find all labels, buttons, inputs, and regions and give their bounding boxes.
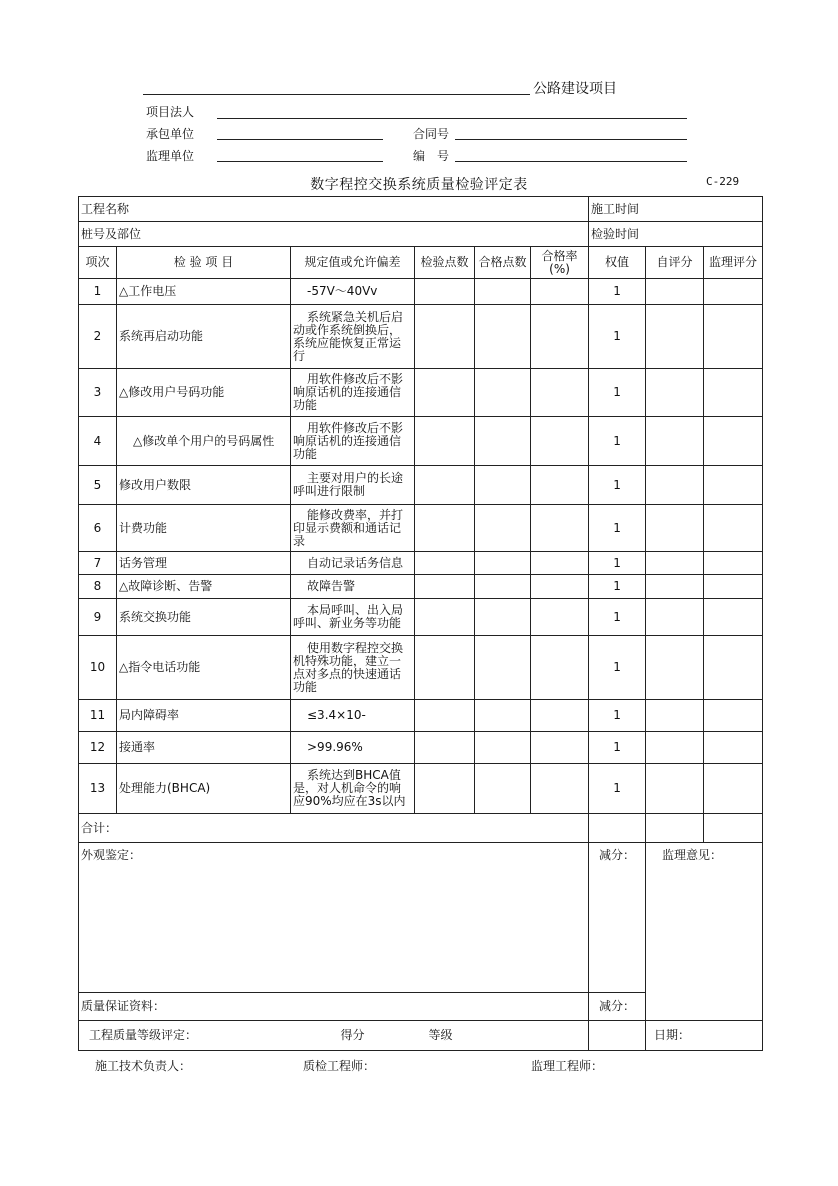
col-sup-score: 监理评分 xyxy=(704,247,763,279)
station-label[interactable]: 桩号及部位 xyxy=(79,222,589,247)
supervisor-field[interactable] xyxy=(217,161,383,162)
self-score-cell[interactable] xyxy=(646,599,704,636)
row-spec: 故障告警 xyxy=(291,575,415,599)
pass-points-cell[interactable] xyxy=(475,466,531,505)
grade-label[interactable]: 等级 xyxy=(415,1021,589,1051)
pass-points-cell[interactable] xyxy=(475,369,531,417)
table-row xyxy=(79,466,763,505)
row-item: △修改用户号码功能 xyxy=(117,369,291,417)
row-item: 系统再启动功能 xyxy=(117,305,291,369)
project-suffix: 公路建设项目 xyxy=(533,81,617,97)
table-row xyxy=(79,305,763,369)
self-score-cell[interactable] xyxy=(646,505,704,552)
row-no: 8 xyxy=(79,575,117,599)
self-score-cell[interactable] xyxy=(646,369,704,417)
pass-points-cell[interactable] xyxy=(475,552,531,575)
total-self-score-cell[interactable] xyxy=(646,814,704,843)
row-item: 修改用户数限 xyxy=(117,466,291,505)
row-weight: 1 xyxy=(589,369,646,417)
contract-no-field[interactable] xyxy=(455,139,687,140)
row-weight: 1 xyxy=(589,279,646,305)
row-no: 4 xyxy=(79,417,117,466)
pass-rate-cell[interactable] xyxy=(531,279,589,305)
sup-score-cell[interactable] xyxy=(704,466,763,505)
col-pass-points: 合格点数 xyxy=(475,247,531,279)
self-score-cell[interactable] xyxy=(646,552,704,575)
row-weight: 1 xyxy=(589,575,646,599)
pass-rate-cell[interactable] xyxy=(531,636,589,700)
row-item: △指令电话功能 xyxy=(117,636,291,700)
table-row xyxy=(79,279,763,305)
row-spec: 用软件修改后不影响原话机的连接通信功能 xyxy=(291,369,415,417)
qa-deduction-label[interactable]: 减分： xyxy=(589,993,646,1021)
pass-rate-cell[interactable] xyxy=(531,575,589,599)
row-item: 计费功能 xyxy=(117,505,291,552)
row-weight: 1 xyxy=(589,305,646,369)
pass-rate-cell[interactable] xyxy=(531,732,589,764)
row-weight: 1 xyxy=(589,732,646,764)
self-score-cell[interactable] xyxy=(646,732,704,764)
row-spec: 系统紧急关机后启动或作系统倒换后，系统应能恢复正常运行 xyxy=(291,305,415,369)
contractor-label: 承包单位 xyxy=(146,127,195,141)
sup-score-cell[interactable] xyxy=(704,700,763,732)
row-spec: 自动记录话务信息 xyxy=(291,552,415,575)
score-label[interactable]: 得分 xyxy=(291,1021,415,1051)
pass-points-cell[interactable] xyxy=(475,700,531,732)
construction-lead-signature[interactable]: 施工技术负责人： xyxy=(95,1059,192,1073)
points-cell[interactable] xyxy=(415,552,475,575)
sup-score-cell[interactable] xyxy=(704,279,763,305)
table-row xyxy=(79,732,763,764)
col-pass-rate: 合格率(%) xyxy=(531,247,589,279)
pass-rate-cell[interactable] xyxy=(531,369,589,417)
row-spec: 主要对用户的长途呼叫进行限制 xyxy=(291,466,415,505)
form-title: 数字程控交换系统质量检验评定表 xyxy=(310,177,528,193)
row-no: 7 xyxy=(79,552,117,575)
pass-points-cell[interactable] xyxy=(475,305,531,369)
sup-score-cell[interactable] xyxy=(704,636,763,700)
date-label[interactable]: 日期： xyxy=(646,1021,763,1051)
points-cell[interactable] xyxy=(415,279,475,305)
points-cell[interactable] xyxy=(415,466,475,505)
row-weight: 1 xyxy=(589,552,646,575)
pass-rate-cell[interactable] xyxy=(531,505,589,552)
row-no: 9 xyxy=(79,599,117,636)
grade-row xyxy=(79,1021,763,1051)
project-name-line[interactable] xyxy=(143,94,530,95)
sup-score-cell[interactable] xyxy=(704,764,763,814)
self-score-cell[interactable] xyxy=(646,575,704,599)
col-index: 项次 xyxy=(79,247,117,279)
row-spec: -57V～40Vv xyxy=(291,279,415,305)
self-score-cell[interactable] xyxy=(646,636,704,700)
sup-score-cell[interactable] xyxy=(704,417,763,466)
table-row xyxy=(79,764,763,814)
pass-points-cell[interactable] xyxy=(475,417,531,466)
points-cell[interactable] xyxy=(415,636,475,700)
column-header-row xyxy=(79,247,763,279)
row-no: 12 xyxy=(79,732,117,764)
points-cell[interactable] xyxy=(415,764,475,814)
row-no: 3 xyxy=(79,369,117,417)
total-weight-cell[interactable] xyxy=(589,814,646,843)
sup-score-cell[interactable] xyxy=(704,732,763,764)
self-score-cell[interactable] xyxy=(646,764,704,814)
table-row xyxy=(79,417,763,466)
row-weight: 1 xyxy=(589,505,646,552)
col-item: 检 验 项 目 xyxy=(117,247,291,279)
form-code: C-229 xyxy=(706,175,740,188)
points-cell[interactable] xyxy=(415,369,475,417)
row-item: △故障诊断、告警 xyxy=(117,575,291,599)
row-no: 10 xyxy=(79,636,117,700)
pass-rate-cell[interactable] xyxy=(531,700,589,732)
points-cell[interactable] xyxy=(415,417,475,466)
pass-rate-cell[interactable] xyxy=(531,552,589,575)
qc-engineer-signature[interactable]: 质检工程师： xyxy=(303,1059,376,1073)
row-item: 话务管理 xyxy=(117,552,291,575)
pass-rate-cell[interactable] xyxy=(531,305,589,369)
row-spec: ≤3.4×10- xyxy=(291,700,415,732)
points-cell[interactable] xyxy=(415,599,475,636)
points-cell[interactable] xyxy=(415,575,475,599)
appearance-label[interactable]: 外观鉴定： xyxy=(79,843,589,993)
row-spec: >99.96% xyxy=(291,732,415,764)
row-no: 2 xyxy=(79,305,117,369)
total-sup-score-cell[interactable] xyxy=(704,814,763,843)
pass-points-cell[interactable] xyxy=(475,599,531,636)
row-spec: 系统达到BHCA值是，对人机命令的响应90%均应在3s以内 xyxy=(291,764,415,814)
total-label: 合计： xyxy=(79,814,589,843)
row-spec: 能修改费率，并打印显示费额和通话记录 xyxy=(291,505,415,552)
row-weight: 1 xyxy=(589,700,646,732)
row-item: △修改单个用户的号码属性 xyxy=(117,417,291,466)
meta-row-1 xyxy=(79,197,763,222)
qa-label[interactable]: 质量保证资料： xyxy=(79,993,589,1021)
row-item: 局内障碍率 xyxy=(117,700,291,732)
meta-row-2 xyxy=(79,222,763,247)
row-item: 接通率 xyxy=(117,732,291,764)
number-field[interactable] xyxy=(455,161,687,162)
grade-eval-label: 工程质量等级评定： xyxy=(79,1021,291,1051)
table-row xyxy=(79,369,763,417)
pass-rate-cell[interactable] xyxy=(531,764,589,814)
row-spec: 本局呼叫、出入局呼叫、新业务等功能 xyxy=(291,599,415,636)
sup-score-cell[interactable] xyxy=(704,552,763,575)
table-row xyxy=(79,505,763,552)
row-weight: 1 xyxy=(589,764,646,814)
owner-label: 项目法人 xyxy=(146,105,195,119)
points-cell[interactable] xyxy=(415,732,475,764)
table-row xyxy=(79,700,763,732)
project-name-label[interactable]: 工程名称 xyxy=(79,197,589,222)
construction-time-label[interactable]: 施工时间 xyxy=(589,197,763,222)
row-weight: 1 xyxy=(589,599,646,636)
col-spec: 规定值或允许偏差 xyxy=(291,247,415,279)
pass-points-cell[interactable] xyxy=(475,764,531,814)
row-weight: 1 xyxy=(589,636,646,700)
appearance-deduction-label[interactable]: 减分： xyxy=(589,843,646,993)
contractor-field[interactable] xyxy=(217,139,383,140)
supervisor-label: 监理单位 xyxy=(146,149,195,163)
pass-points-cell[interactable] xyxy=(475,505,531,552)
sup-score-cell[interactable] xyxy=(704,599,763,636)
col-weight: 权值 xyxy=(589,247,646,279)
inspection-time-label[interactable]: 检验时间 xyxy=(589,222,763,247)
owner-field[interactable] xyxy=(217,118,687,119)
row-spec: 用软件修改后不影响原话机的连接通信功能 xyxy=(291,417,415,466)
self-score-cell[interactable] xyxy=(646,700,704,732)
row-item: △工作电压 xyxy=(117,279,291,305)
table-row xyxy=(79,552,763,575)
row-spec: 使用数字程控交换机特殊功能，建立一点对多点的快速通话功能 xyxy=(291,636,415,700)
points-cell[interactable] xyxy=(415,700,475,732)
sup-score-cell[interactable] xyxy=(704,369,763,417)
sup-opinion-label[interactable]: 监理意见： xyxy=(646,843,763,1021)
pass-points-cell[interactable] xyxy=(475,575,531,599)
pass-rate-cell[interactable] xyxy=(531,599,589,636)
sup-score-cell[interactable] xyxy=(704,505,763,552)
sup-engineer-signature[interactable]: 监理工程师： xyxy=(531,1059,604,1073)
table-row xyxy=(79,575,763,599)
total-row xyxy=(79,814,763,843)
self-score-cell[interactable] xyxy=(646,417,704,466)
contract-no-label: 合同号 xyxy=(413,127,450,141)
table-row xyxy=(79,599,763,636)
sup-score-cell[interactable] xyxy=(704,305,763,369)
points-cell[interactable] xyxy=(415,305,475,369)
row-weight: 1 xyxy=(589,417,646,466)
table-row xyxy=(79,636,763,700)
self-score-cell[interactable] xyxy=(646,279,704,305)
row-item: 系统交换功能 xyxy=(117,599,291,636)
row-weight: 1 xyxy=(589,466,646,505)
sup-score-cell[interactable] xyxy=(704,575,763,599)
col-points: 检验点数 xyxy=(415,247,475,279)
appearance-row xyxy=(79,843,763,993)
row-no: 13 xyxy=(79,764,117,814)
points-cell[interactable] xyxy=(415,505,475,552)
pass-points-cell[interactable] xyxy=(475,279,531,305)
inspection-table xyxy=(78,196,763,1051)
self-score-cell[interactable] xyxy=(646,466,704,505)
pass-points-cell[interactable] xyxy=(475,732,531,764)
pass-rate-cell[interactable] xyxy=(531,417,589,466)
row-item: 处理能力(BHCA) xyxy=(117,764,291,814)
pass-rate-cell[interactable] xyxy=(531,466,589,505)
row-no: 6 xyxy=(79,505,117,552)
self-score-cell[interactable] xyxy=(646,305,704,369)
col-self-score: 自评分 xyxy=(646,247,704,279)
pass-points-cell[interactable] xyxy=(475,636,531,700)
grade-blank-cell[interactable] xyxy=(589,1021,646,1051)
row-no: 5 xyxy=(79,466,117,505)
number-label: 编 号 xyxy=(413,149,450,163)
row-no: 11 xyxy=(79,700,117,732)
row-no: 1 xyxy=(79,279,117,305)
